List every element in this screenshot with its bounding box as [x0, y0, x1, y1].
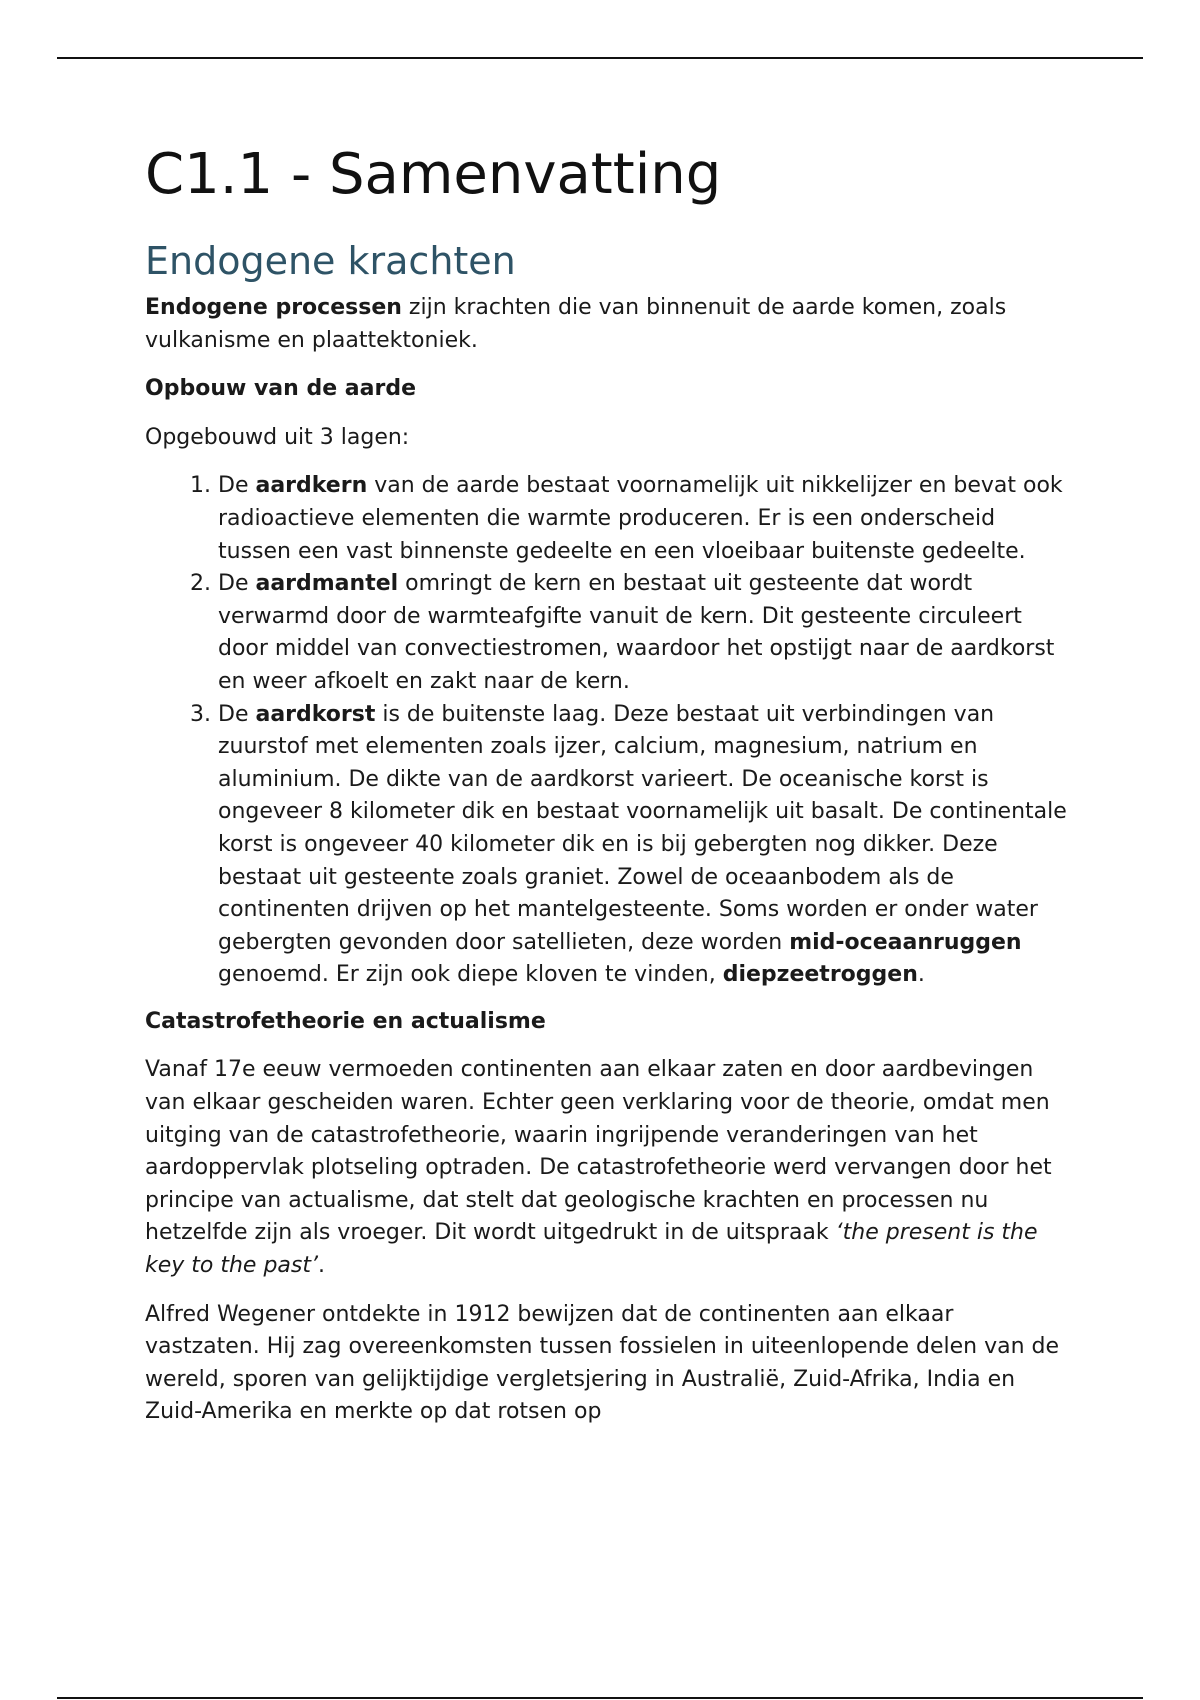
quote: ‘the present is the key to the past’: [145, 1220, 1038, 1279]
term-aardmantel: aardmantel: [255, 571, 399, 597]
subheading-catastrofetheorie: Catastrofetheorie en actualisme: [145, 1008, 546, 1034]
footer-rule: [57, 1697, 1143, 1699]
intro-term: Endogene processen: [145, 295, 402, 320]
page-title: C1.1 - Samenvatting: [145, 142, 722, 207]
intro-text: zijn krachten die van binnenuit de aarde komen, zoals vulkanisme en plaattektoniek.: [145, 295, 1007, 353]
term-aardkern: aardkern: [255, 473, 368, 499]
list-item: 2. De aardmantel omringt de kern en bestaat uit gesteente dat wordt verwarmd door de warmteafgifte vanuit de kern. Dit gesteente circuleert door middel van convectiestromen, waardoor het opstijgt naar de aardkorst en weer afkoelt en zakt naar de kern.: [218, 568, 1075, 698]
term-diepzeetroggen: diepzeetroggen: [722, 962, 918, 988]
list-item: 1. De aardkern van de aarde bestaat voornamelijk uit nikkelijzer en bevat ook radioactieve elementen die warmte produceren. Er is een onderscheid tussen een vast binnenste gedeelte en een vloeibaar buitenste gedeelte.: [218, 470, 1075, 568]
document-body: [145, 140, 1075, 1445]
list-item: 3. De aardkorst is de buitenste laag. Deze bestaat uit verbindingen van zuurstof met elementen zoals ijzer, calcium, magnesium, natrium en aluminium. De dikte van de aardkorst varieert. De oceanische korst is ongeveer 8 kilometer dik en bestaat voornamelijk uit basalt. De continentale korst is ongeveer 40 kilometer dik en is bij gebergten nog dikker. Deze bestaat uit gesteente zoals graniet. Zowel de oceaanbodem als de continenten drijven op het mantelgesteente. Soms worden er onder water gebergten gevonden door satellieten, deze worden mid-oceaanruggen genoemd. Er zijn ook diepe kloven te vinden, diepzeetroggen.: [218, 699, 1075, 992]
term-aardkorst: aardkorst: [255, 701, 376, 727]
paragraph-catastrofetheorie: Vanaf 17e eeuw vermoeden continenten aan elkaar zaten en door aardbevingen van elkaar gescheiden waren. Echter geen verklaring voor de theorie, omdat men uitging van de catastrofetheorie, waarin ingrijpende veranderingen van het aardoppervlak plotseling optraden. De catastrofetheorie werd vervangen door het principe van actualisme, dat stelt dat geologische krachten en processen nu hetzelfde zijn als vroeger. Dit wordt uitgedrukt in de uitspraak ‘the present is the key to the past’.: [145, 1057, 1052, 1279]
section-heading: Endogene krachten: [145, 239, 516, 283]
layers-list: [145, 470, 1075, 992]
term-mid-oceaanruggen: mid-oceaanruggen: [789, 929, 1022, 955]
subheading-opbouw: Opbouw van de aarde: [145, 376, 417, 402]
header-rule: [57, 57, 1143, 59]
paragraph-wegener: Alfred Wegener ontdekte in 1912 bewijzen dat de continenten aan elkaar vastzaten. Hij zag overeenkomsten tussen fossielen in uiteenlopende delen van de wereld, sporen van gelijktijdige vergletsjering in Australië, Zuid-Afrika, India en Zuid-Amerika en merkte op dat rotsen op: [145, 1301, 1060, 1425]
intro-paragraph: [145, 292, 1075, 357]
layers-intro: Opgebouwd uit 3 lagen:: [145, 424, 410, 450]
